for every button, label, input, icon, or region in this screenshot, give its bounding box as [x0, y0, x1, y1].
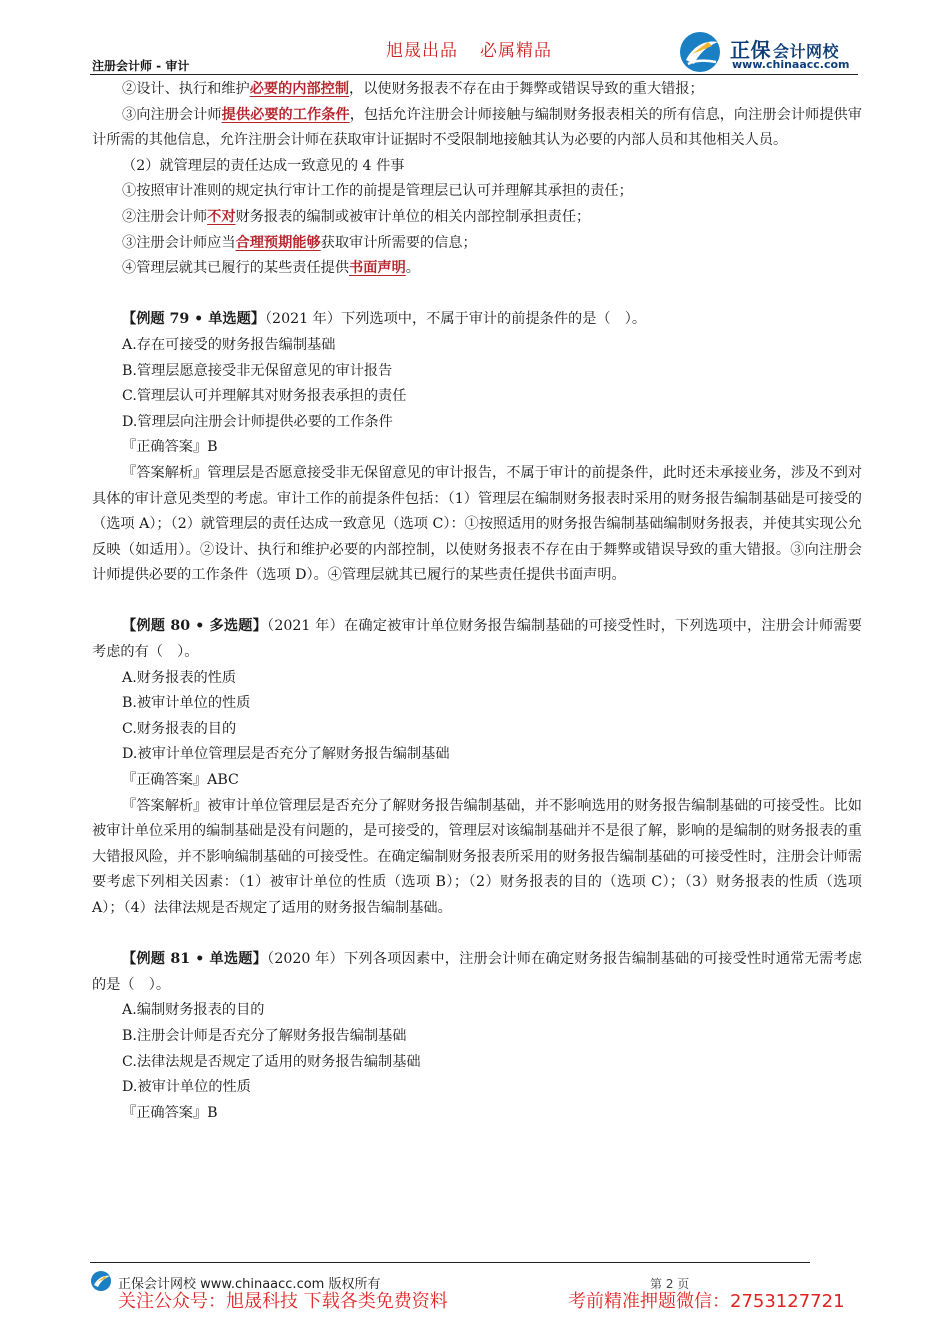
section-heading: （2）就管理层的责任达成一致意见的 4 件事: [122, 157, 405, 174]
footer-copyright: 正保会计网校 www.chinaacc.com 版权所有: [118, 1277, 381, 1292]
question-80-option-a: A.财务报表的性质: [122, 669, 237, 686]
text-segment: ，包括允许注册会计师接触与编制财务报表相关的所有信息，向注册会计师提供审计所需的其他信息，允许注册会计师在获取审计证据时不受限制地接触其认为必要的内部人员和其他相关人员。: [92, 106, 862, 149]
question-text: （2021 年）下列选项中，不属于审计的前提条件的是（ ）。: [264, 311, 647, 328]
text-segment: ④管理层就其已履行的某些责任提供: [122, 260, 350, 277]
question-tag: 【例题 81 • 单选题】: [122, 951, 268, 968]
text-segment: ②注册会计师: [122, 208, 208, 225]
logo-name-suffix: 会计网校: [773, 42, 840, 61]
question-81-option-a: A.编制财务报表的目的: [122, 1002, 265, 1019]
keyword-highlight: 书面声明: [349, 260, 406, 277]
question-79-answer: 『正确答案』B: [122, 439, 218, 456]
question-80-option-c: C.财务报表的目的: [122, 720, 237, 737]
question-81-option-d: D.被审计单位的性质: [122, 1079, 251, 1096]
question-80-analysis: 『答案解析』被审计单位管理层是否充分了解财务报告编制基础，并不影响选用的财务报告编制基础的可接受性。比如被审计单位采用的编制基础是没有问题的，是可接受的，管理层对该编制基础并不是很了解，影响的是编制的财务报表的重大错报风险，并不影响编制基础的可接受性。在确定编制财务报表所采用的财务报告编制基础的可接受性时，注册会计师需要考虑下列相关因素：（1）被审计单位的性质（选项 B）；（2）财务报表的目的（选项 C）；（3）财务报表的性质（选项 A）；（4）法律法规是否规定了适用的财务报告编制基础。: [92, 797, 862, 916]
question-81-stem: [92, 947, 862, 998]
question-81-option-c: C.法律法规是否规定了适用的财务报告编制基础: [122, 1053, 421, 1070]
text-segment: ③注册会计师应当: [122, 234, 236, 251]
footer-divider: [90, 1262, 810, 1263]
responsibility-item-3: [92, 103, 862, 154]
document-body: [92, 77, 862, 1126]
text-segment: ③向注册会计师: [122, 106, 222, 123]
header-divider: [90, 74, 858, 75]
header-slogan: [386, 36, 552, 61]
spacer: [92, 922, 862, 948]
footer-logo-icon: [90, 1270, 114, 1292]
text-segment: 。: [405, 260, 420, 277]
question-tag: 【例题 79 • 单选题】: [122, 311, 265, 328]
promo-watermark-left: 关注公众号：旭晟科技 下载各类免费资料: [118, 1291, 448, 1312]
question-79-analysis: 『答案解析』管理层是否愿意接受非无保留意见的审计报告，不属于审计的前提条件，此时还未承接业务，涉及不到对具体的审计意见类型的考虑。审计工作的前提条件包括：（1）管理层在编制财务报表时采用的财务报告编制基础是可接受的（选项 A）；（2）就管理层的责任达成一致意见（选项 C）：①按照适用的财务报告编制基础编制财务报表，并使其实现公允反映（如适用）。②设计、执行和维护必要的内部控制，以使财务报表不存在由于舞弊或错误导致的重大错报。③向注册会计师提供必要的工作条件（选项 D）。④管理层就其已履行的某些责任提供书面声明。: [92, 464, 862, 584]
question-79-option-a: A.存在可接受的财务报告编制基础: [122, 336, 336, 353]
keyword-highlight: 必要的内部控制: [249, 81, 350, 97]
spacer: [92, 589, 862, 615]
question-79-stem: [92, 307, 862, 333]
chinaacc-logo-icon: [678, 30, 724, 74]
logo-name-main: 正保: [730, 38, 771, 62]
text-segment: 获取审计所需要的信息；: [320, 234, 477, 251]
question-80-answer: 『正确答案』ABC: [122, 772, 239, 789]
keyword-highlight: 不对: [207, 208, 236, 225]
agreement-item-3: [92, 231, 862, 257]
slogan-left: 旭晟出品: [386, 41, 458, 61]
question-tag: 【例题 80 • 多选题】: [122, 618, 268, 635]
text-segment: 财务报表的编制或被审计单位的相关内部控制承担责任；: [235, 208, 591, 225]
question-79-option-b: B.管理层愿意接受非无保留意见的审计报告: [122, 362, 393, 379]
brand-logo: [678, 30, 868, 74]
responsibility-item-2: [92, 77, 862, 103]
agreement-item-1: ①按照审计准则的规定执行审计工作的前提是管理层已认可并理解其承担的责任；: [122, 183, 633, 200]
slogan-right: 必属精品: [480, 41, 552, 61]
keyword-highlight: 合理预期能够: [235, 234, 321, 251]
page-number: 第 2 页: [650, 1277, 690, 1291]
keyword-highlight: 提供必要的工作条件: [221, 106, 350, 123]
logo-url: www.chinaacc.com: [732, 58, 850, 71]
text-segment: ，以使财务报表不存在由于舞弊或错误导致的重大错报；: [349, 81, 704, 97]
question-79-option-c: C.管理层认可并理解其对财务报表承担的责任: [122, 388, 407, 405]
question-80-option-d: D.被审计单位管理层是否充分了解财务报告编制基础: [122, 746, 450, 763]
promo-watermark-right: 考前精准押题微信：2753127721: [568, 1291, 845, 1312]
question-80-option-b: B.被审计单位的性质: [122, 695, 251, 712]
spacer: [92, 282, 862, 308]
header-subject: 注册会计师 - 审计: [92, 59, 190, 73]
question-text: （2021 年）在确定被审计单位财务报告编制基础的可接受性时，下列选项中，注册会计师需要考虑的有（ ）。: [92, 618, 862, 661]
question-79-option-d: D.管理层向注册会计师提供必要的工作条件: [122, 413, 393, 430]
question-81-answer: 『正确答案』B: [122, 1104, 218, 1121]
question-81-option-b: B.注册会计师是否充分了解财务报告编制基础: [122, 1027, 407, 1044]
question-80-stem: [92, 614, 862, 665]
agreement-item-4: [92, 256, 862, 282]
text-segment: ②设计、执行和维护: [122, 81, 250, 97]
question-text: （2020 年）下列各项因素中，注册会计师在确定财务报告编制基础的可接受性时通常无需考虑的是（ ）。: [92, 951, 862, 993]
agreement-item-2: [92, 205, 862, 231]
